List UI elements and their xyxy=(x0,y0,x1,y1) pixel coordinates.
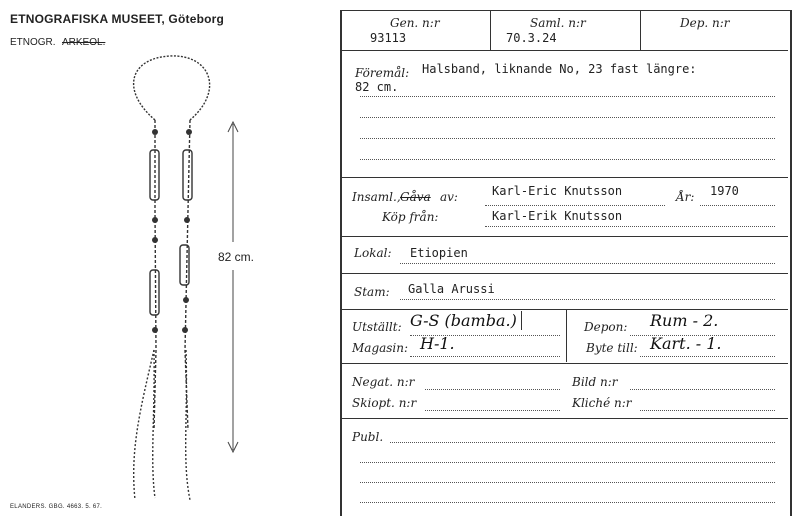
saml-value: 70.3.24 xyxy=(506,31,557,45)
foremal-label: Föremål: xyxy=(355,66,410,80)
av-label: av: xyxy=(440,190,458,204)
museum-title: ETNOGRAFISKA MUSEET, Göteborg xyxy=(10,12,225,26)
printer-line: ELANDERS. GBG. 4663. 5. 67. xyxy=(10,504,103,510)
saml-label: Saml. n:r xyxy=(530,16,586,30)
bild-label: Bild n:r xyxy=(572,375,618,389)
necklace-drawing xyxy=(110,50,240,510)
department-label: ETNOGR. xyxy=(10,37,56,48)
insaml-label: Insaml., xyxy=(352,190,401,204)
skiopt-label: Skiopt. n:r xyxy=(352,396,417,410)
lokal-label: Lokal: xyxy=(354,246,392,260)
stam-label: Stam: xyxy=(354,285,390,299)
magasin-label: Magasin: xyxy=(352,341,409,355)
gen-label: Gen. n:r xyxy=(390,16,440,30)
gen-value: 93113 xyxy=(370,31,407,45)
dep-label: Dep. n:r xyxy=(680,16,730,30)
stam-value: Galla Arussi xyxy=(408,282,495,296)
kop-label: Köp från: xyxy=(382,210,439,224)
depon-label: Depon: xyxy=(584,320,628,334)
depon-value: Rum - 2. xyxy=(650,311,719,330)
department-struck: ARKEOL. xyxy=(62,37,106,48)
foremal-value-line2: 82 cm. xyxy=(355,80,399,94)
utstallt-value: G-S (bamba.) xyxy=(410,311,522,330)
ar-value: 1970 xyxy=(710,184,739,198)
measurement-arrow xyxy=(226,120,240,455)
insaml-value: Karl-Eric Knutsson xyxy=(492,184,623,198)
publ-label: Publ. xyxy=(352,430,384,444)
foremal-value-line1: Halsband, liknande No, 23 fast längre: xyxy=(422,62,697,76)
measurement-label: 82 cm. xyxy=(218,250,255,264)
ar-label: År: xyxy=(676,190,695,204)
gava-struck: Gåva xyxy=(400,190,431,204)
byte-value: Kart. - 1. xyxy=(650,334,722,353)
lokal-value: Etiopien xyxy=(410,246,468,260)
cliche-label: Kliché n:r xyxy=(572,396,632,410)
kop-value: Karl-Erik Knutsson xyxy=(492,209,623,223)
byte-label: Byte till: xyxy=(586,341,638,355)
magasin-value: H-1. xyxy=(420,334,455,353)
negat-label: Negat. n:r xyxy=(352,375,415,389)
utstallt-label: Utställt: xyxy=(352,320,402,334)
